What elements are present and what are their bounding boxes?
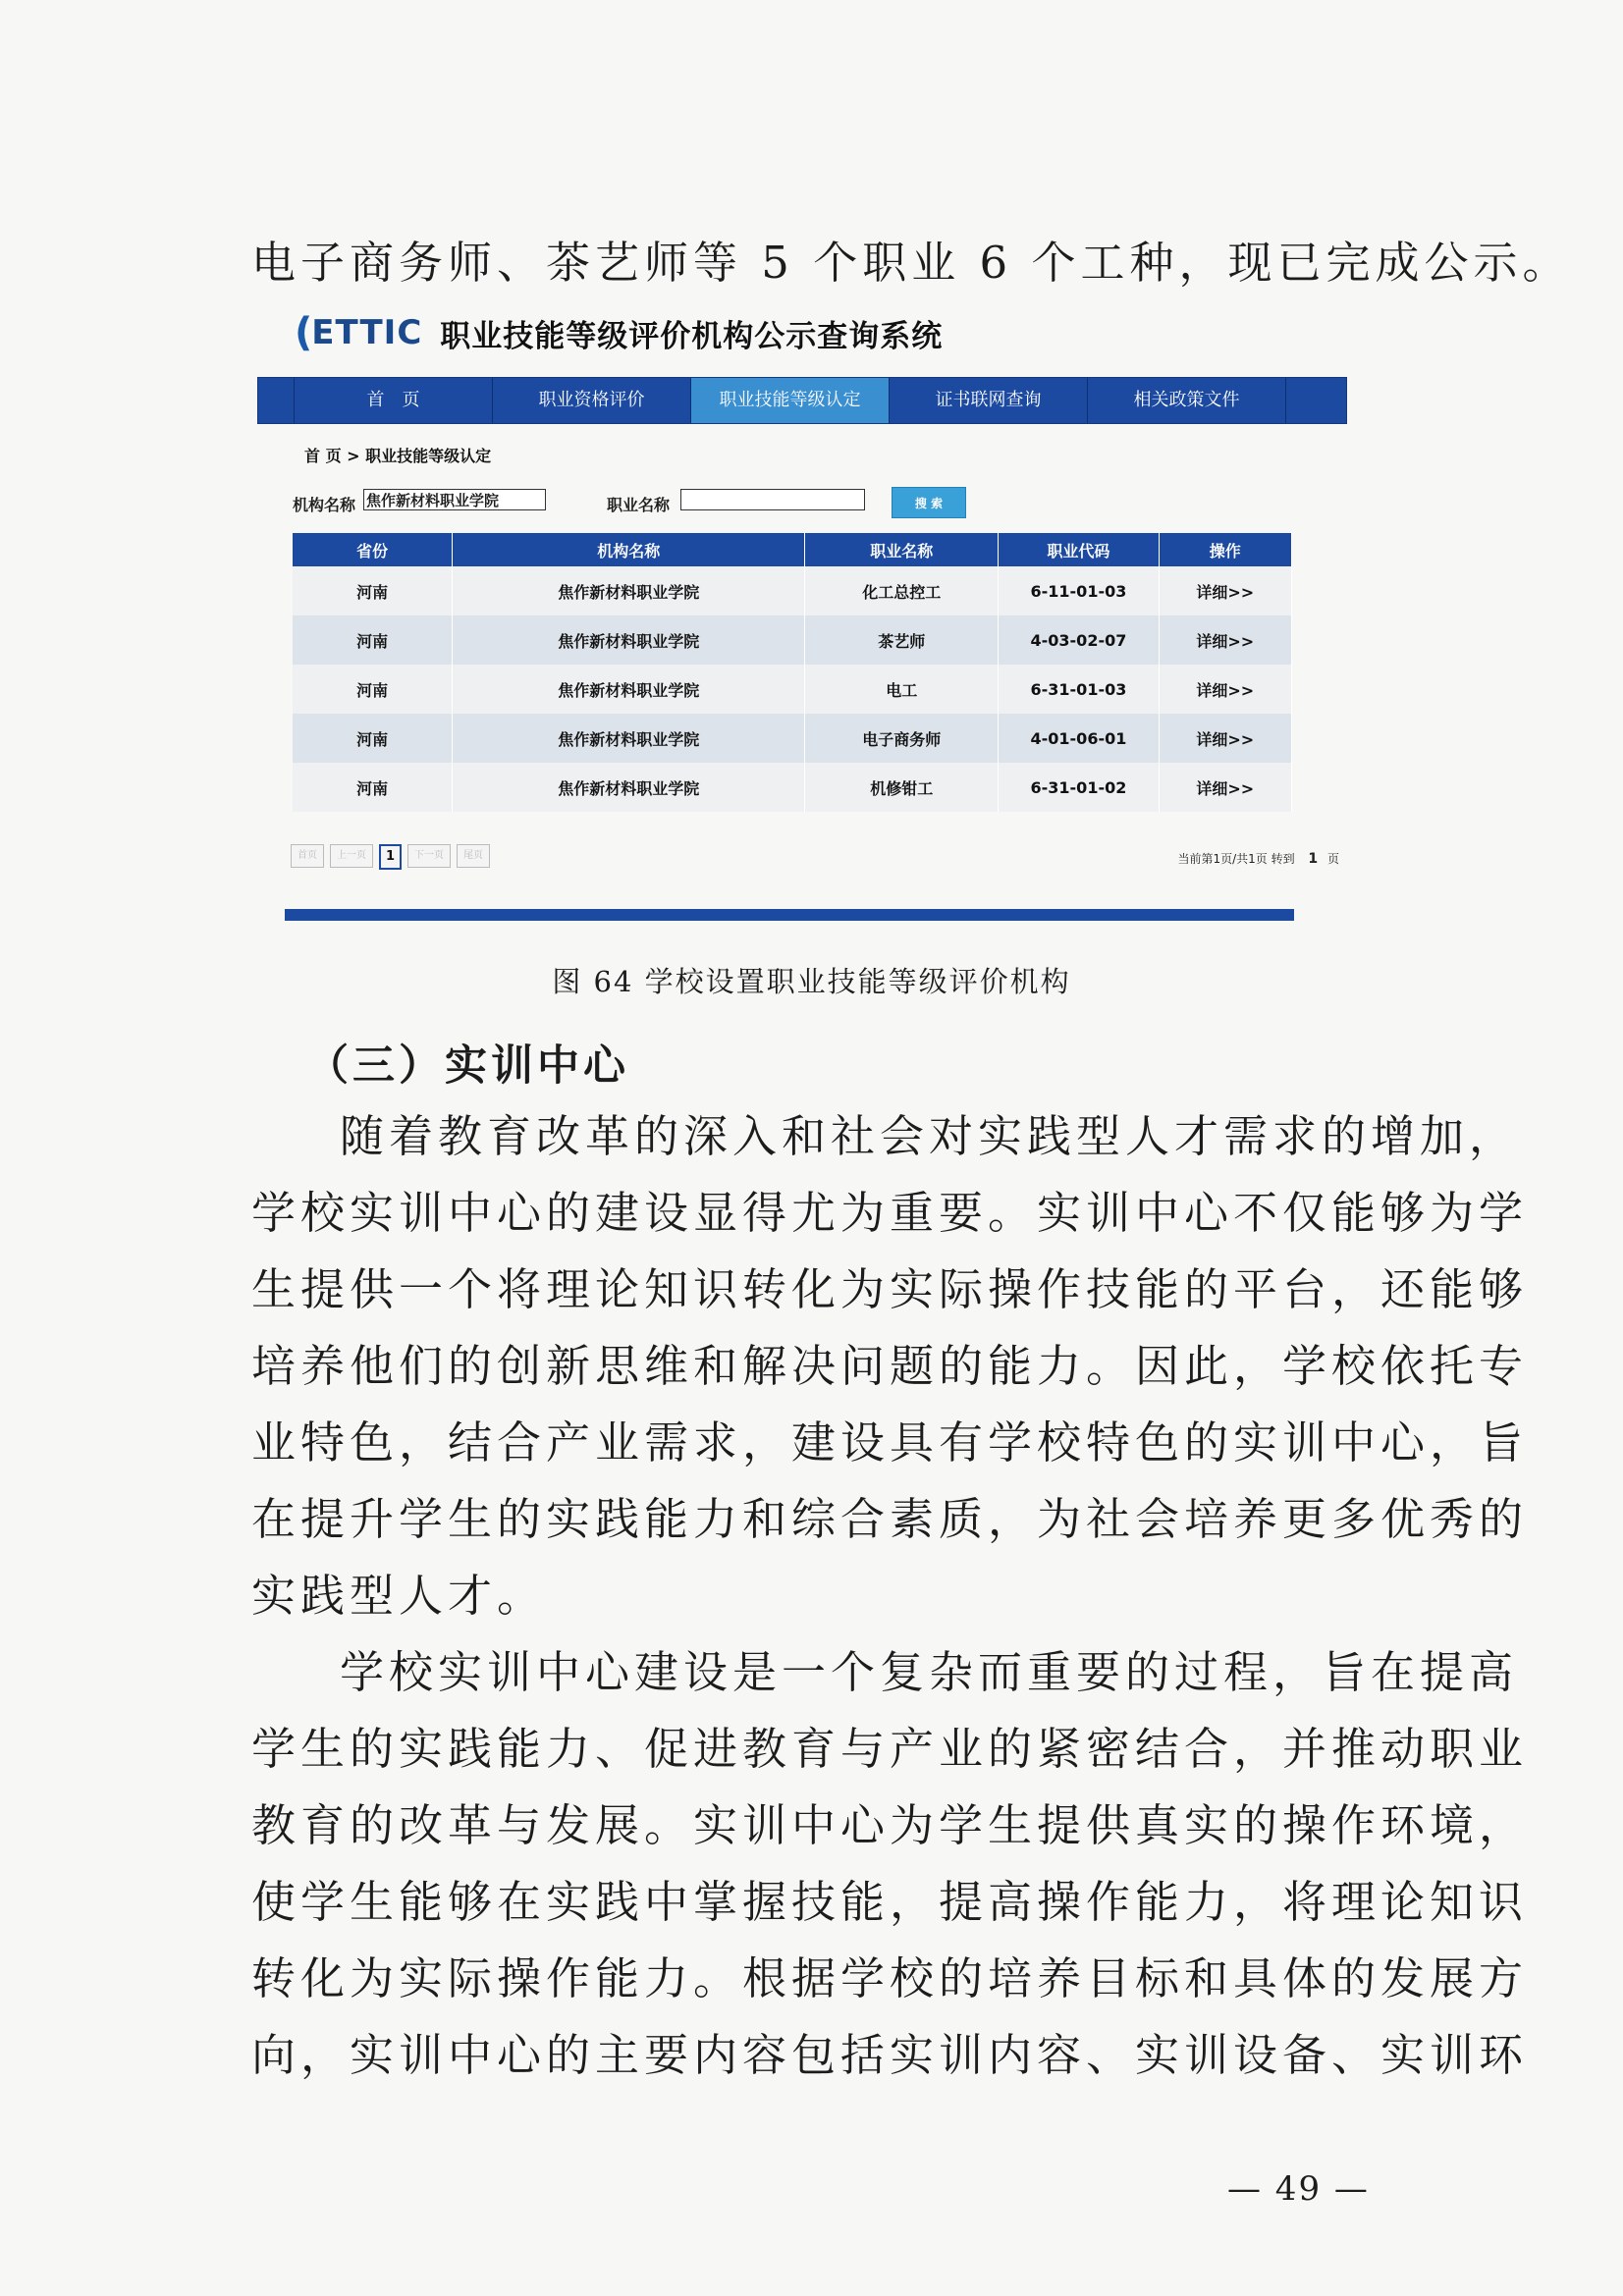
search-button[interactable]: 搜 索	[892, 487, 966, 518]
main-nav	[257, 377, 1347, 424]
ettic-logo: ( ETTIC	[295, 310, 423, 355]
table-row	[293, 665, 1292, 714]
cell-code: 6-31-01-03	[999, 665, 1159, 714]
system-title: 职业技能等级评价机构公示查询系统	[440, 318, 944, 354]
cell-job: 化工总控工	[805, 566, 999, 615]
table-row	[293, 566, 1292, 615]
paragraph-line: 生提供一个将理论知识转化为实际操作技能的平台，还能够	[251, 1263, 1529, 1315]
col-province: 省份	[293, 533, 453, 566]
org-label: 机构名称	[293, 496, 356, 514]
next-page-button[interactable]: 下一页	[407, 844, 451, 868]
cell-job: 电工	[805, 665, 999, 714]
page-info	[1177, 850, 1339, 867]
paragraph-line: 转化为实际操作能力。根据学校的培养目标和具体的发展方	[251, 1952, 1529, 2004]
paragraph-line: 实践型人才。	[251, 1570, 547, 1622]
system-header	[295, 310, 943, 355]
cell-org: 焦作新材料职业学院	[453, 665, 805, 714]
paragraph-line: 学生的实践能力、促进教育与产业的紧密结合，并推动职业	[251, 1723, 1529, 1775]
paragraph-line: 学校实训中心的建设显得尤为重要。实训中心不仅能够为学	[251, 1187, 1529, 1239]
paragraph-line: 随着教育改革的深入和社会对实践型人才需求的增加，	[340, 1110, 1519, 1162]
page-number: — 49 —	[1227, 2169, 1370, 2209]
cell-province: 河南	[293, 665, 453, 714]
cell-org: 焦作新材料职业学院	[453, 615, 805, 665]
cell-code: 6-31-01-02	[999, 763, 1159, 812]
detail-link[interactable]: 详细>>	[1159, 714, 1291, 763]
pagination	[291, 844, 490, 870]
first-page-button[interactable]: 首页	[291, 844, 324, 868]
detail-link[interactable]: 详细>>	[1159, 665, 1291, 714]
section-heading: （三）实训中心	[306, 1041, 629, 1091]
page-suffix: 页	[1326, 852, 1339, 866]
cell-job: 机修钳工	[805, 763, 999, 812]
detail-link[interactable]: 详细>>	[1159, 615, 1291, 665]
last-page-button[interactable]: 尾页	[457, 844, 490, 868]
embedded-screenshot	[253, 294, 1347, 923]
cell-province: 河南	[293, 714, 453, 763]
col-code: 职业代码	[999, 533, 1159, 566]
page-jump-input[interactable]: 1	[1308, 851, 1319, 867]
nav-policy-docs[interactable]: 相关政策文件	[1088, 378, 1286, 423]
paragraph-line: 学校实训中心建设是一个复杂而重要的过程，旨在提高	[340, 1646, 1519, 1698]
nav-qualification[interactable]: 职业资格评价	[493, 378, 691, 423]
search-bar	[293, 487, 980, 522]
cell-org: 焦作新材料职业学院	[453, 763, 805, 812]
col-job: 职业名称	[805, 533, 999, 566]
org-name-input[interactable]: 焦作新材料职业学院	[363, 489, 546, 510]
paragraph-line: 教育的改革与发展。实训中心为学生提供真实的操作环境，	[251, 1799, 1529, 1851]
cell-province: 河南	[293, 615, 453, 665]
paragraph-line: 向，实训中心的主要内容包括实训内容、实训设备、实训环	[251, 2029, 1529, 2081]
job-name-input[interactable]	[680, 489, 865, 510]
cell-org: 焦作新材料职业学院	[453, 714, 805, 763]
paragraph-line: 培养他们的创新思维和解决问题的能力。因此，学校依托专	[251, 1340, 1529, 1392]
paragraph-line: 使学生能够在实践中掌握技能，提高操作能力，将理论知识	[251, 1876, 1529, 1928]
job-label: 职业名称	[607, 496, 671, 514]
paragraph-line: 业特色，结合产业需求，建设具有学校特色的实训中心，旨	[251, 1416, 1529, 1468]
current-page-button[interactable]: 1	[379, 844, 402, 870]
col-action: 操作	[1159, 533, 1291, 566]
table-row	[293, 763, 1292, 812]
nav-home[interactable]: 首 页	[295, 378, 493, 423]
lead-line: 电子商务师、茶艺师等 5 个职业 6 个工种，现已完成公示。	[251, 237, 1572, 289]
screenshot-footer-bar	[285, 909, 1294, 921]
detail-link[interactable]: 详细>>	[1159, 763, 1291, 812]
table-header-row	[293, 533, 1292, 566]
cell-job: 电子商务师	[805, 714, 999, 763]
nav-certificate-query[interactable]: 证书联网查询	[890, 378, 1088, 423]
cell-code: 4-03-02-07	[999, 615, 1159, 665]
paragraph-line: 在提升学生的实践能力和综合素质，为社会培养更多优秀的	[251, 1493, 1529, 1545]
cell-province: 河南	[293, 566, 453, 615]
cell-province: 河南	[293, 763, 453, 812]
col-org: 机构名称	[453, 533, 805, 566]
page-info-text: 当前第1页/共1页 转到	[1177, 852, 1295, 866]
prev-page-button[interactable]: 上一页	[330, 844, 373, 868]
nav-skill-level[interactable]: 职业技能等级认定	[691, 378, 890, 423]
table-row	[293, 615, 1292, 665]
figure-caption: 图 64 学校设置职业技能等级评价机构	[552, 965, 1071, 998]
cell-org: 焦作新材料职业学院	[453, 566, 805, 615]
detail-link[interactable]: 详细>>	[1159, 566, 1291, 615]
cell-code: 4-01-06-01	[999, 714, 1159, 763]
cell-code: 6-11-01-03	[999, 566, 1159, 615]
table-row	[293, 714, 1292, 763]
cell-job: 茶艺师	[805, 615, 999, 665]
breadcrumb: 首 页 > 职业技能等级认定	[304, 447, 492, 465]
results-table	[293, 533, 1292, 812]
